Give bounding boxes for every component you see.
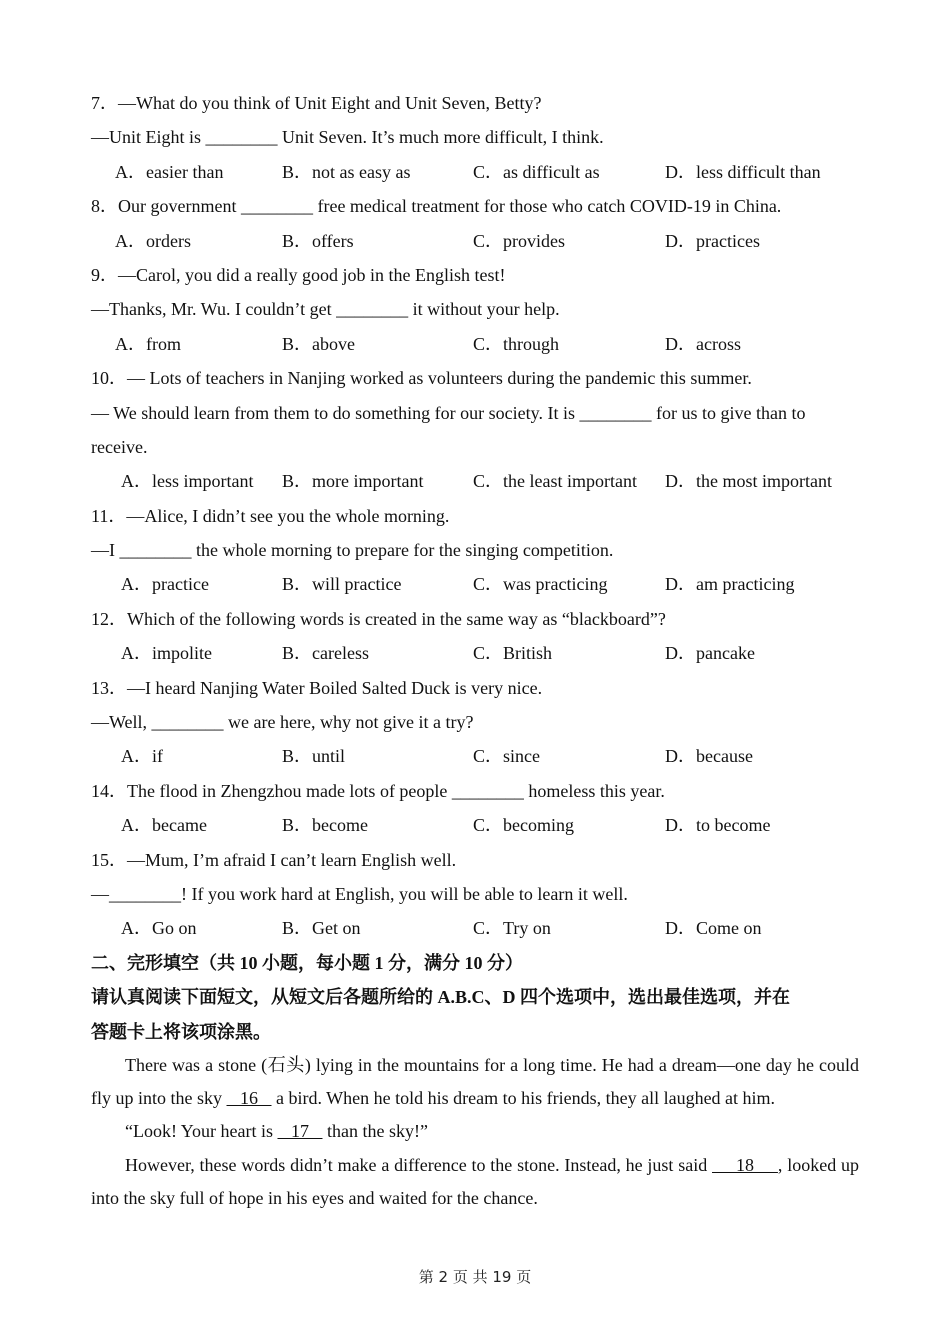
- option-a[interactable]: A．practice: [121, 574, 209, 595]
- option-b[interactable]: B．not as easy as: [282, 161, 411, 182]
- option-b[interactable]: B．more important: [282, 471, 424, 492]
- blank-18[interactable]: 18: [712, 1154, 778, 1175]
- question-stem: —________! If you work hard at English, you will be able to learn it well.: [91, 883, 628, 904]
- option-c[interactable]: C．Try on: [473, 918, 551, 939]
- option-c[interactable]: C．British: [473, 643, 553, 664]
- passage-text: There was a stone (石头) lying in the mountains for a long time. He had a dream—one day he could fly up into the sky: [91, 1054, 859, 1109]
- question-stem: 15．—Mum, I’m afraid I can’t learn English well.: [91, 849, 457, 870]
- option-c[interactable]: C．becoming: [473, 815, 574, 836]
- option-b[interactable]: B．until: [282, 746, 346, 767]
- question-stem: 12．Which of the following words is created in the same way as “blackboard”?: [91, 608, 666, 629]
- options-row: [91, 155, 859, 189]
- option-b[interactable]: B．will practice: [282, 574, 402, 595]
- option-d[interactable]: D．am practicing: [665, 574, 795, 595]
- option-d[interactable]: D．to become: [665, 815, 771, 836]
- options-row: [91, 224, 859, 258]
- blank-17[interactable]: 17: [277, 1121, 323, 1142]
- options-row: [91, 327, 859, 361]
- question-stem: 9．—Carol, you did a really good job in the English test!: [91, 264, 506, 285]
- options-row: [91, 808, 859, 842]
- option-b[interactable]: B．Get on: [282, 918, 361, 939]
- passage-text: a bird. When he told his dream to his friends, they all laughed at him.: [271, 1088, 776, 1109]
- section-instruction: 答题卡上将该项涂黑。: [91, 1021, 271, 1042]
- question-stem: 13．—I heard Nanjing Water Boiled Salted Duck is very nice.: [91, 677, 543, 698]
- options-row: [91, 464, 859, 498]
- option-a[interactable]: A．from: [115, 333, 181, 354]
- option-a[interactable]: A．easier than: [115, 161, 224, 182]
- question-stem: 8．Our government ________ free medical treatment for those who catch COVID-19 in China.: [91, 196, 782, 217]
- question-9: [91, 258, 859, 361]
- question-stem: 14．The flood in Zhengzhou made lots of people ________ homeless this year.: [91, 780, 665, 801]
- section-instruction: 请认真阅读下面短文，从短文后各题所给的 A.B.C、D 四个选项中，选出最佳选项，并在: [91, 987, 790, 1008]
- options-row: [91, 636, 859, 670]
- cloze-passage: [91, 1049, 859, 1215]
- question-stem: —Unit Eight is ________ Unit Seven. It’s much more difficult, I think.: [91, 127, 604, 148]
- option-a[interactable]: A．less important: [121, 471, 254, 492]
- blank-16[interactable]: 16: [226, 1088, 272, 1109]
- option-c[interactable]: C．as difficult as: [473, 161, 600, 182]
- question-stem: —Thanks, Mr. Wu. I couldn’t get ________ it without your help.: [91, 299, 560, 320]
- option-b[interactable]: B．above: [282, 333, 355, 354]
- question-11: [91, 499, 859, 602]
- question-stem: 11．—Alice, I didn’t see you the whole morning.: [91, 505, 450, 526]
- option-d[interactable]: D．Come on: [665, 918, 762, 939]
- option-a[interactable]: A．became: [121, 815, 207, 836]
- option-a[interactable]: A．orders: [115, 230, 191, 251]
- question-stem: — We should learn from them to do something for our society. It is ________ for us to give than to: [91, 402, 806, 423]
- question-stem: —Well, ________ we are here, why not give it a try?: [91, 712, 474, 733]
- option-c[interactable]: C．the least important: [473, 471, 637, 492]
- question-stem: —I ________ the whole morning to prepare for the singing competition.: [91, 540, 614, 561]
- options-row: [91, 567, 859, 601]
- options-row: [91, 911, 859, 945]
- page-content: [91, 86, 859, 1215]
- question-13: [91, 671, 859, 774]
- option-d[interactable]: D．the most important: [665, 471, 832, 492]
- question-stem: 7．—What do you think of Unit Eight and Unit Seven, Betty?: [91, 93, 542, 113]
- passage-text: than the sky!”: [322, 1121, 428, 1142]
- option-a[interactable]: A．impolite: [121, 643, 212, 664]
- option-a[interactable]: A．Go on: [121, 918, 197, 939]
- options-row: [91, 739, 859, 773]
- page-footer: 第 2 页 共 19 页: [418, 1268, 532, 1286]
- option-d[interactable]: D．pancake: [665, 643, 755, 664]
- question-7: [91, 86, 859, 189]
- option-c[interactable]: C．since: [473, 746, 540, 767]
- option-b[interactable]: B．become: [282, 815, 368, 836]
- question-15: [91, 843, 859, 946]
- question-stem: 10．— Lots of teachers in Nanjing worked as volunteers during the pandemic this summer.: [91, 368, 752, 389]
- passage-paragraph-2: [91, 1115, 859, 1148]
- passage-paragraph-1: [91, 1049, 859, 1115]
- option-c[interactable]: C．through: [473, 333, 560, 354]
- option-a[interactable]: A．if: [121, 746, 163, 767]
- passage-text: However, these words didn’t make a difference to the stone. Instead, he just said: [125, 1154, 713, 1175]
- option-b[interactable]: B．careless: [282, 643, 369, 664]
- question-10: [91, 361, 859, 499]
- question-8: [91, 189, 859, 258]
- option-d[interactable]: D．because: [665, 746, 753, 767]
- question-12: [91, 602, 859, 671]
- option-d[interactable]: D．practices: [665, 230, 760, 251]
- option-d[interactable]: D．less difficult than: [665, 161, 821, 182]
- passage-text: “Look! Your heart is: [125, 1121, 278, 1142]
- option-d[interactable]: D．across: [665, 333, 741, 354]
- section-heading: 二、完形填空（共 10 小题，每小题 1 分，满分 10 分）: [91, 952, 523, 973]
- passage-text: , looked up into the sky full of hope in his eyes and waited for the chance.: [91, 1154, 859, 1208]
- passage-paragraph-3: [91, 1149, 859, 1215]
- option-c[interactable]: C．was practicing: [473, 574, 608, 595]
- option-b[interactable]: B．offers: [282, 230, 354, 251]
- option-c[interactable]: C．provides: [473, 230, 565, 251]
- question-14: [91, 774, 859, 843]
- question-stem: receive.: [91, 436, 148, 457]
